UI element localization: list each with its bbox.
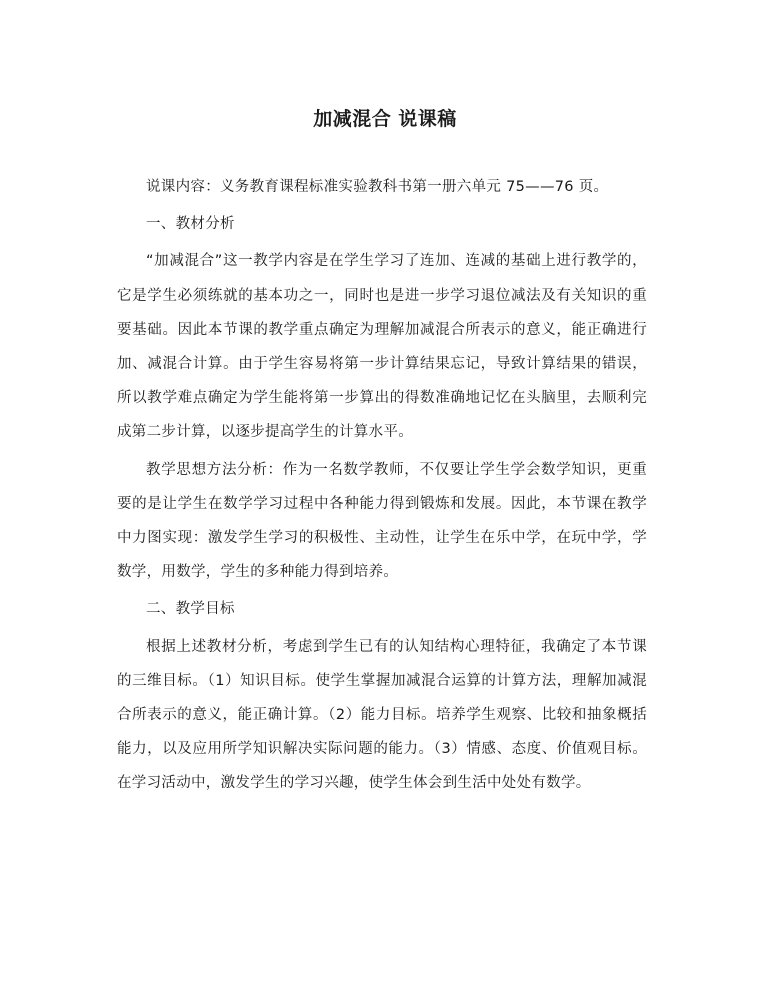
lesson-content-paragraph: 说课内容：义务教育课程标准实验教科书第一册六单元 75——76 页。 xyxy=(146,179,609,195)
document-body xyxy=(117,170,647,804)
document-title: 加减混合 说课稿 xyxy=(313,108,457,130)
section-heading-material-analysis: 一、教材分析 xyxy=(146,216,235,233)
section-heading-teaching-goals: 二、教学目标 xyxy=(146,601,235,618)
material-analysis-paragraph: “加减混合”这一教学内容是在学生学习了连加、连减的基础上进行教学的，它是学生必须练就的基本功之一，同时也是进一步学习退位减法及有关知识的重要基础。因此本节课的教学重点确定为理解加减混合所表示的意义，能正确进行加、减混合计算。由于学生容易将第一步计算结果忘记，导致计算结果的错误，所以教学难点确定为学生能将第一步算出的得数准确地记忆在头脑里，去顺利完成第二步计算，以逐步提高学生的计算水平。 xyxy=(117,253,647,441)
teaching-method-paragraph: 教学思想方法分析：作为一名数学教师，不仅要让学生学会数学知识，更重要的是让学生在数学学习过程中各种能力得到锻炼和发展。因此，本节课在教学中力图实现：激发学生学习的积极性、主动性，让学生在乐中学，在玩中学，学数学，用数学，学生的多种能力得到培养。 xyxy=(117,461,647,581)
teaching-goals-paragraph: 根据上述教材分析，考虑到学生已有的认知结构心理特征，我确定了本节课的三维目标。（1）知识目标。使学生掌握加减混合运算的计算方法，理解加减混合所表示的意义，能正确计算。（2）能力目标。培养学生观察、比较和抽象概括能力，以及应用所学知识解决实际问题的能力。（3）情感、态度、价值观目标。在学习活动中，激发学生的学习兴趣，使学生体会到生活中处处有数学。 xyxy=(117,638,647,792)
